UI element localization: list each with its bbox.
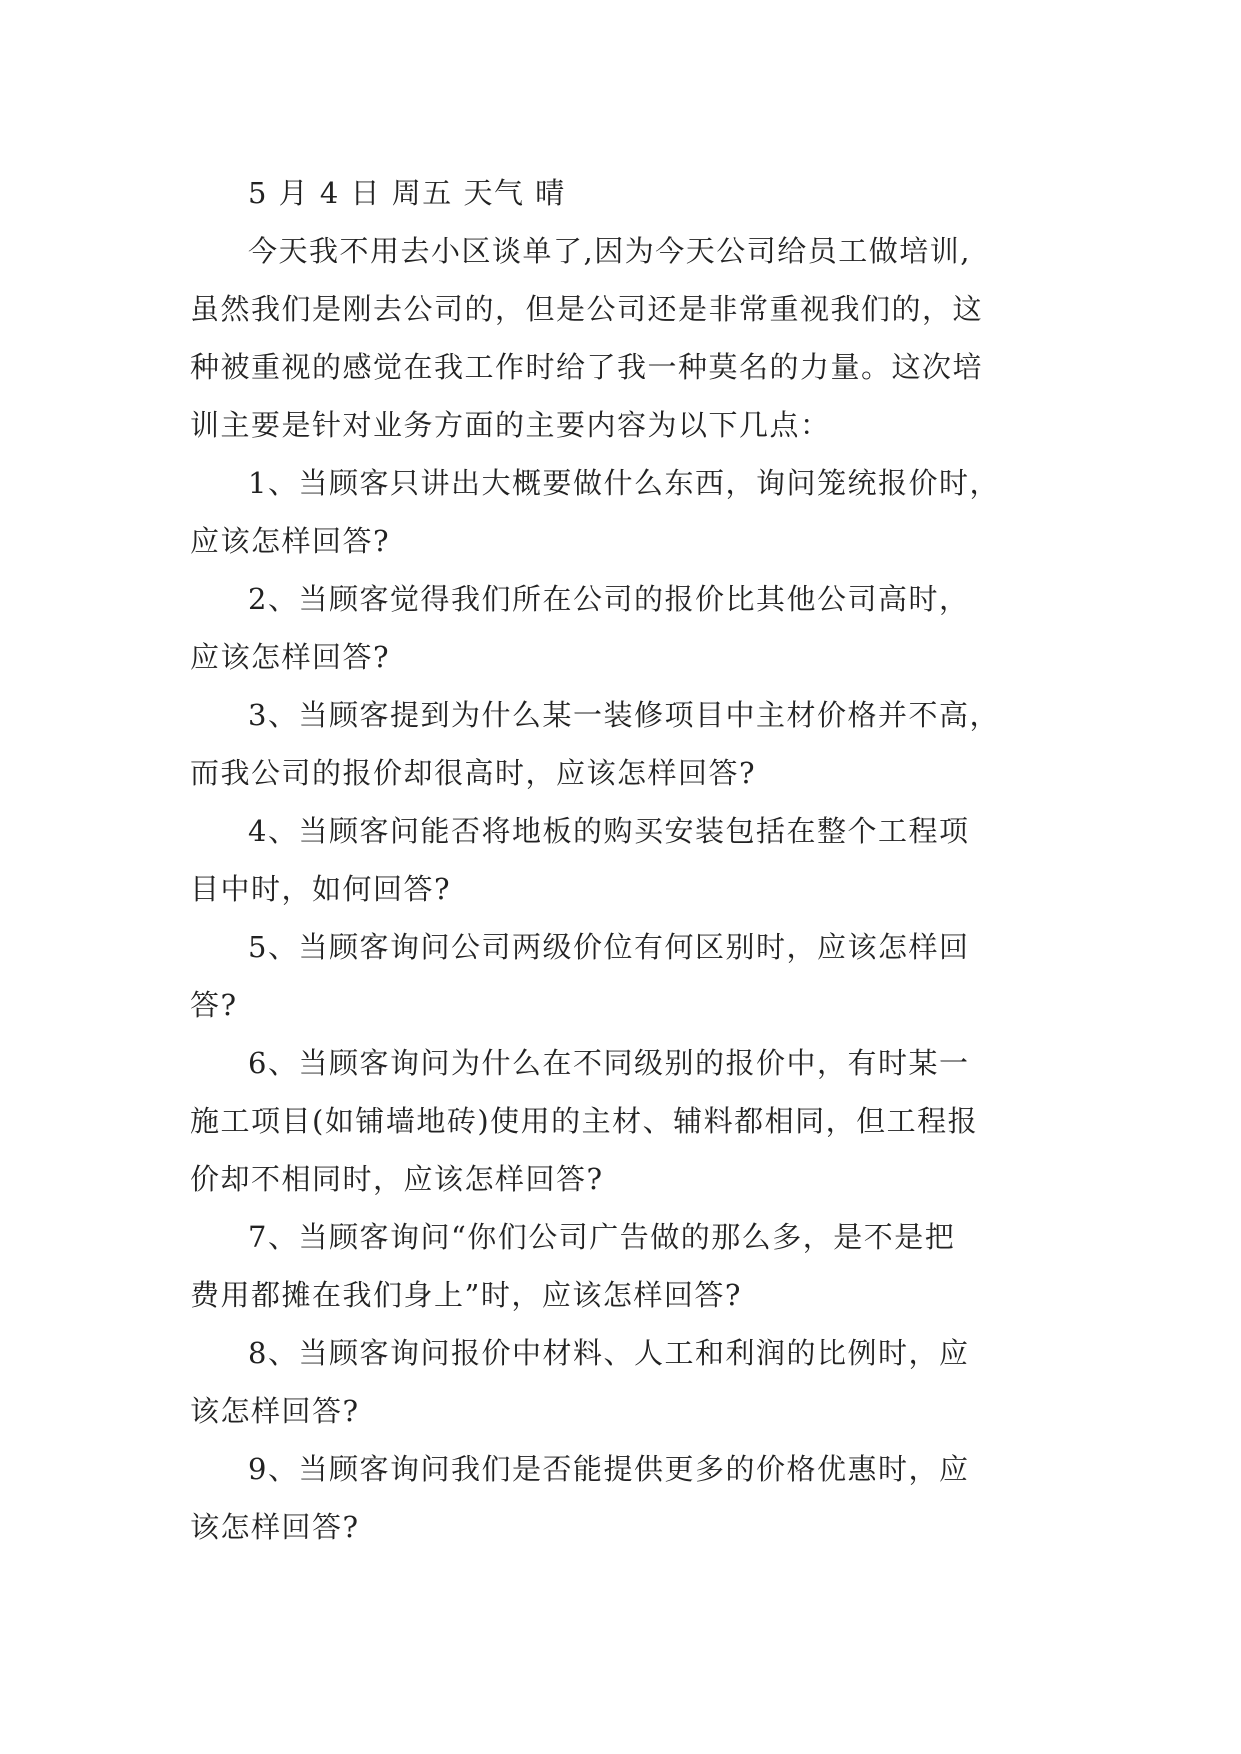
list-item-line: 施工项目(如铺墙地砖)使用的主材、辅料都相同，但工程报	[190, 1104, 979, 1138]
paragraph-line: 今天我不用去小区谈单了,因为今天公司给员工做培训,	[248, 234, 971, 268]
list-item-line: 6、当顾客询问为什么在不同级别的报价中，有时某一	[248, 1046, 970, 1080]
document-body	[190, 164, 1050, 1556]
list-item-line: 9、当顾客询问我们是否能提供更多的价格优惠时，应	[248, 1452, 970, 1486]
list-item-line: 应该怎样回答?	[190, 524, 391, 558]
list-item-line: 该怎样回答?	[190, 1394, 360, 1428]
list-item-line: 8、当顾客询问报价中材料、人工和利润的比例时，应	[248, 1336, 970, 1370]
list-item-line: 应该怎样回答?	[190, 640, 391, 674]
list-item-line: 3、当顾客提到为什么某一装修项目中主材价格并不高，	[248, 698, 1000, 732]
list-item-line: 4、当顾客问能否将地板的购买安装包括在整个工程项	[248, 814, 970, 848]
list-item-line: 该怎样回答?	[190, 1510, 360, 1544]
list-item-line: 而我公司的报价却很高时，应该怎样回答?	[190, 756, 757, 790]
paragraph-line: 训主要是针对业务方面的主要内容为以下几点：	[190, 408, 831, 442]
list-item-line: 目中时，如何回答?	[190, 872, 452, 906]
list-item-line: 费用都摊在我们身上”时，应该怎样回答?	[190, 1278, 742, 1312]
list-item-line: 7、当顾客询问“你们公司广告做的那么多，是不是把	[248, 1220, 956, 1254]
paragraph-line: 种被重视的感觉在我工作时给了我一种莫名的力量。这次培	[190, 350, 984, 384]
list-item-line: 答?	[190, 988, 238, 1022]
diary-date-line: 5 月 4 日 周五 天气 晴	[248, 176, 566, 210]
list-item-line: 5、当顾客询问公司两级价位有何区别时，应该怎样回	[248, 930, 970, 964]
list-item-line: 1、当顾客只讲出大概要做什么东西，询问笼统报价时，	[248, 466, 1000, 500]
list-item-line: 价却不相同时，应该怎样回答?	[190, 1162, 604, 1196]
list-item-line: 2、当顾客觉得我们所在公司的报价比其他公司高时，	[248, 582, 970, 616]
paragraph-line: 虽然我们是刚去公司的，但是公司还是非常重视我们的，这	[190, 292, 984, 326]
